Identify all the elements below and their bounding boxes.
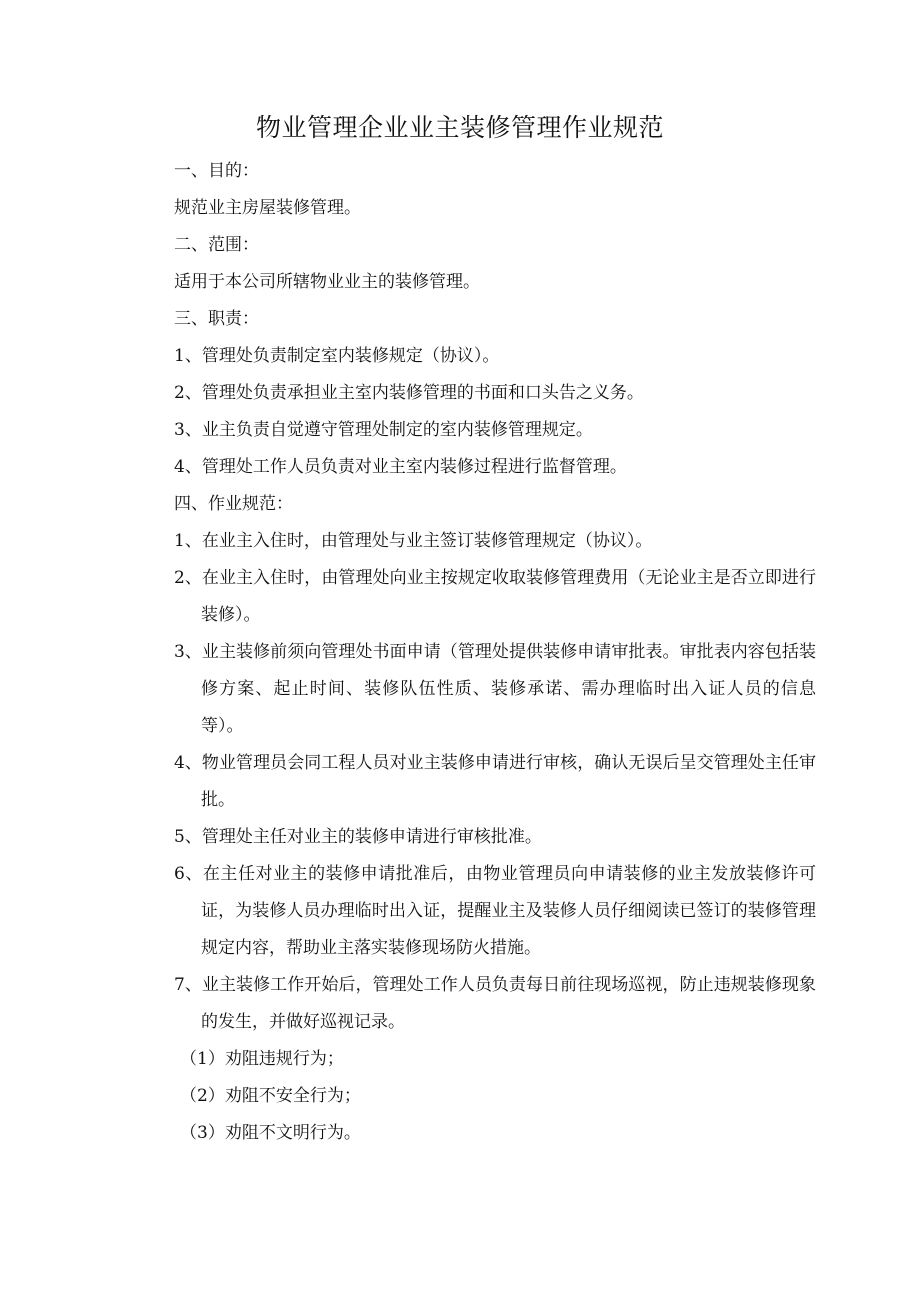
- section-body-scope: 适用于本公司所辖物业业主的装修管理。: [174, 272, 480, 292]
- sub-item: （3）劝阻不文明行为。: [180, 1123, 361, 1143]
- section-heading-duties: 三、职责：: [174, 309, 259, 329]
- procedure-item: 5、管理处主任对业主的装修申请进行审核批准。: [174, 827, 542, 847]
- section-heading-scope: 二、范围：: [174, 235, 259, 255]
- procedure-item: 3、业主装修前须向管理处书面申请（管理处提供装修申请审批表。审批表内容包括装修方案、起止时间、装修队伍性质、装修承诺、需办理临时出入证人员的信息等）。: [174, 642, 816, 736]
- duty-item: 3、业主负责自觉遵守管理处制定的室内装修管理规定。: [174, 420, 593, 440]
- duty-item: 1、管理处负责制定室内装修规定（协议）。: [174, 346, 500, 366]
- procedure-item: 7、业主装修工作开始后，管理处工作人员负责每日前往现场巡视，防止违规装修现象的发生，并做好巡视记录。: [174, 975, 816, 1032]
- sub-item: （2）劝阻不安全行为；: [180, 1086, 361, 1106]
- document-title: 物业管理企业业主装修管理作业规范: [255, 113, 664, 142]
- sub-item: （1）劝阻违规行为；: [180, 1049, 344, 1069]
- section-heading-procedures: 四、作业规范：: [174, 494, 293, 514]
- procedure-item: 1、在业主入住时，由管理处与业主签订装修管理规定（协议）。: [174, 531, 653, 551]
- procedure-item: 6、在主任对业主的装修申请批准后，由物业管理员向申请装修的业主发放装修许可证，为装修人员办理临时出入证，提醒业主及装修人员仔细阅读已签订的装修管理规定内容，帮助业主落实装修现场防火措施。: [174, 864, 816, 958]
- duty-item: 4、管理处工作人员负责对业主室内装修过程进行监督管理。: [174, 457, 627, 477]
- procedure-item: 2、在业主入住时，由管理处向业主按规定收取装修管理费用（无论业主是否立即进行装修）。: [174, 568, 816, 625]
- duty-item: 2、管理处负责承担业主室内装修管理的书面和口头告之义务。: [174, 383, 644, 403]
- section-body-purpose: 规范业主房屋装修管理。: [174, 198, 361, 218]
- procedure-item: 4、物业管理员会同工程人员对业主装修申请进行审核，确认无误后呈交管理处主任审批。: [174, 753, 816, 810]
- section-heading-purpose: 一、目的：: [174, 161, 259, 181]
